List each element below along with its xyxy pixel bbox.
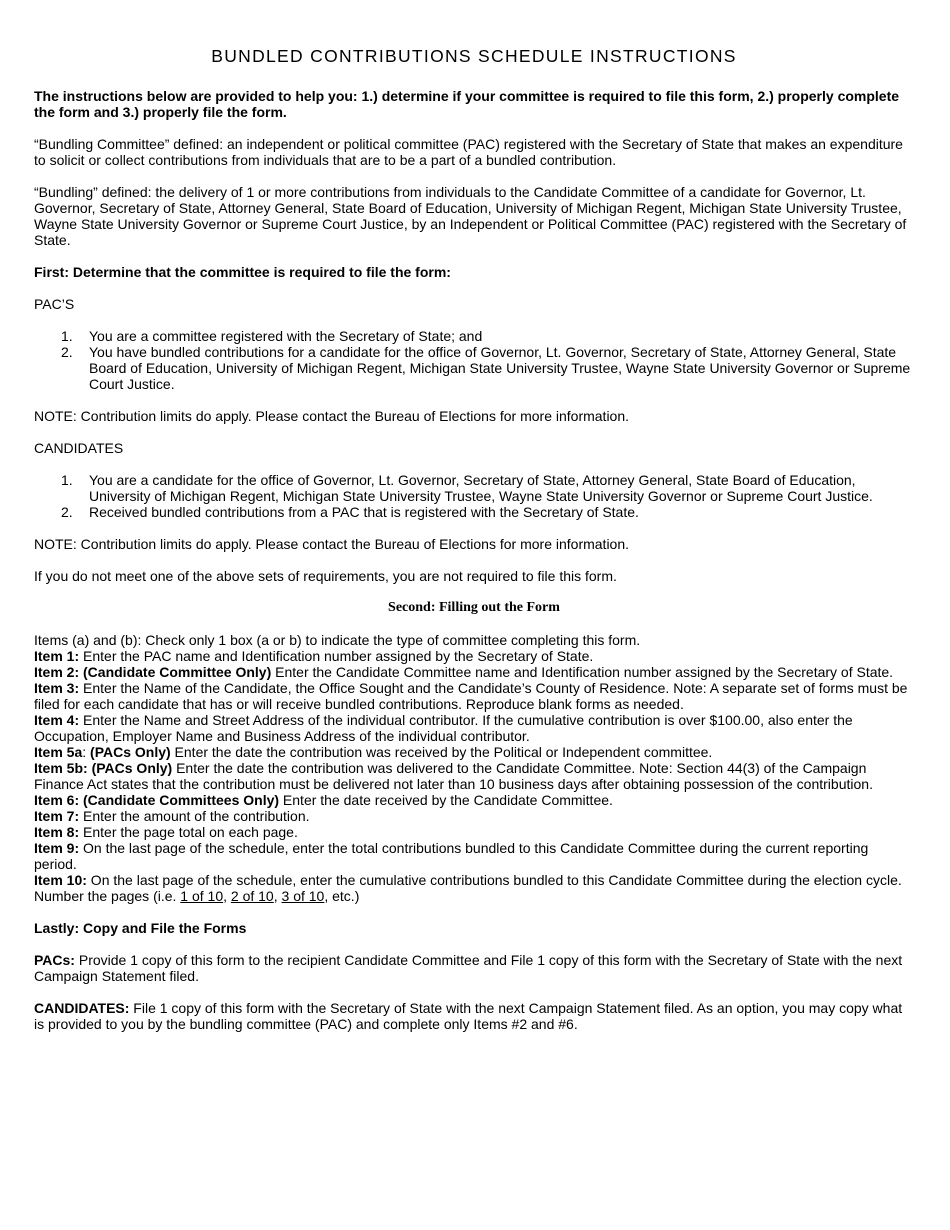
item-7: Item 7: Enter the amount of the contribution. [34,808,310,824]
candidates-filing: CANDIDATES: File 1 copy of this form with the Secretary of State with the next Campaign Statement filed. As an option, you may copy what is provided to you by the bundling committee (PAC) and complete only Items #2 and #6. [34,1000,903,1032]
item-5a: Item 5a: (PACs Only) Enter the date the contribution was received by the Political or Independent committee. [34,744,713,760]
candidates-requirements-list [34,472,914,520]
list-item: 1. You are a candidate for the office of Governor, Lt. Governor, Secretary of State, Attorney General, State Board of Education, University of Michigan Regent, Michigan State University Trustee, Wayne State University Governor or Supreme Court Justice. [61,472,873,504]
candidates-note: NOTE: Contribution limits do apply. Please contact the Bureau of Elections for more information. [34,536,630,552]
items-ab: Items (a) and (b): Check only 1 box (a or b) to indicate the type of committee completing this form. [34,632,641,648]
list-item: 2. Received bundled contributions from a PAC that is registered with the Secretary of State. [61,504,639,520]
pacs-filing: PACs: Provide 1 copy of this form to the recipient Candidate Committee and File 1 copy of this form with the Secretary of State with the next Campaign Statement filed. [34,952,903,984]
list-item: 2. You have bundled contributions for a candidate for the office of Governor, Lt. Governor, Secretary of State, Attorney General, State Board of Education, University of Michigan Regent, Michigan State University Trustee, Wayne State University Governor or Supreme Court Justice. [61,344,911,392]
list-item: 1. You are a committee registered with the Secretary of State; and [61,328,483,344]
item-1: Item 1: Enter the PAC name and Identification number assigned by the Secretary of State. [34,648,594,664]
pacs-requirements-list [34,328,914,392]
item-6: Item 6: (Candidate Committees Only) Enter the date received by the Candidate Committee. [34,792,613,808]
item-3: Item 3: Enter the Name of the Candidate, the Office Sought and the Candidate’s County of Residence. Note: A separate set of forms must be filed for each candidate that has or will receive bundled contributions. Reproduce blank forms as needed. [34,680,908,712]
candidates-label: CANDIDATES [34,440,124,456]
item-5b: Item 5b: (PACs Only) Enter the date the contribution was delivered to the Candidate Committee. Note: Section 44(3) of the Campaign Finance Act states that the contribution must be delivered not later than 10 business days after obtaining possession of the contribution. [34,760,873,792]
bundling-definition: “Bundling” defined: the delivery of 1 or more contributions from individuals to the Candidate Committee of a candidate for Governor, Lt. Governor, Secretary of State, Attorney General, State Board of Education, University of Michigan Regent, Michigan State University Trustee, Wayne State University Governor or Supreme Court Justice, by an Independent or Political Committee (PAC) registered with the Secretary of State. [34,184,907,248]
first-heading: First: Determine that the committee is required to file the form: [34,264,451,280]
not-required-text: If you do not meet one of the above sets of requirements, you are not required to file this form. [34,568,617,584]
pacs-note: NOTE: Contribution limits do apply. Please contact the Bureau of Elections for more information. [34,408,630,424]
instructions-page [34,46,914,1048]
intro-paragraph: The instructions below are provided to help you: 1.) determine if your committee is required to file this form, 2.) properly complete the form and 3.) properly file the form. [34,88,900,120]
lastly-heading: Lastly: Copy and File the Forms [34,920,247,936]
pacs-label: PAC’S [34,296,75,312]
bundling-committee-definition: “Bundling Committee” defined: an independent or political committee (PAC) registered with the Secretary of State that makes an expenditure to solicit or collect contributions from individuals that are to be a part of a bundled contribution. [34,136,903,168]
second-heading: Second: Filling out the Form [388,600,560,615]
item-8: Item 8: Enter the page total on each page. [34,824,298,840]
item-2: Item 2: (Candidate Committee Only) Enter the Candidate Committee name and Identification number assigned by the Secretary of State. [34,664,894,680]
number-pages-note: Number the pages (i.e. 1 of 10, 2 of 10, 3 of 10, etc.) [34,888,360,904]
item-9: Item 9: On the last page of the schedule, enter the total contributions bundled to this Candidate Committee during the current reporting period. [34,840,869,872]
item-instructions [34,632,914,904]
item-10: Item 10: On the last page of the schedule, enter the cumulative contributions bundled to this Candidate Committee during the election cycle. [34,872,902,888]
item-4: Item 4: Enter the Name and Street Address of the individual contributor. If the cumulative contribution is over $100.00, also enter the Occupation, Employer Name and Business Address of the individual contributor. [34,712,853,744]
page-title: BUNDLED CONTRIBUTIONS SCHEDULE INSTRUCTIONS [211,46,737,66]
